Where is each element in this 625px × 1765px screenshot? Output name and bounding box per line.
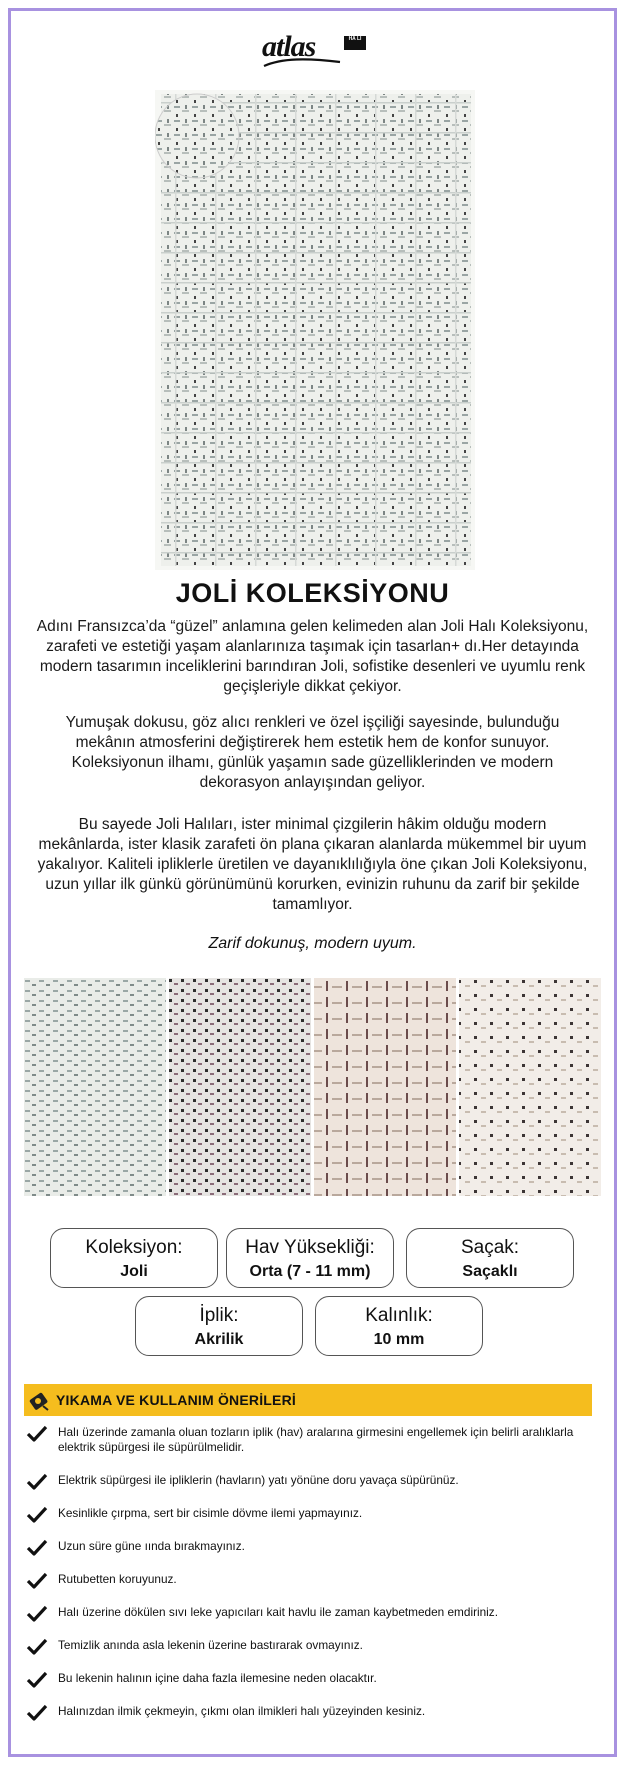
spec-pile-height-label: Hav Yüksekliği: bbox=[245, 1237, 375, 1258]
spec-fringe-value: Saçaklı bbox=[462, 1263, 518, 1280]
spec-pile-height-value: Orta (7 - 11 mm) bbox=[249, 1263, 371, 1280]
care-item bbox=[26, 1473, 596, 1491]
care-item-text: Bu lekenin halının içine daha fazla ilemesine neden olacaktır. bbox=[58, 1671, 377, 1685]
spec-collection-value: Joli bbox=[120, 1263, 148, 1280]
spec-fringe-label: Saçak: bbox=[460, 1237, 520, 1258]
spec-yarn-label: İplik: bbox=[199, 1305, 239, 1326]
spec-collection-label: Koleksiyon: bbox=[85, 1237, 183, 1258]
logo-wordmark: atlas bbox=[262, 30, 316, 63]
care-item-text: Halı üzerine dökülen sıvı leke yapıcıları kait havlu ile zaman kaybetmeden emdiriniz. bbox=[58, 1605, 498, 1619]
care-item-text: Rutubetten koruyunuz. bbox=[58, 1572, 177, 1586]
harmony-paragraph: Bu sayede Joli Halıları, ister minimal çizgilerin hâkim olduğu modern mekânlarda, ister klasik zarafeti ön plana çıkaran alanlarda mükemmel bir uyum yakalıyor. Kaliteli ipliklerle üretilen ve dayanıklılığıyla öne çıkan Joli Koleksiyonu, uzun yıllar ilk günkü görünümünü korurken, evinizin ruhunu da zarif bir şekilde tamamlıyor. bbox=[37, 816, 588, 913]
spec-yarn-value: Akrilik bbox=[194, 1331, 244, 1348]
collection-title: JOLİ KOLEKSİYONU bbox=[175, 578, 450, 608]
care-item-text: Temizlik anında asla lekenin üzerine bastırarak ovmayınız. bbox=[58, 1638, 363, 1652]
checkmark-icon bbox=[26, 1539, 48, 1557]
care-header bbox=[24, 1384, 592, 1416]
tagline: Zarif dokunuş, modern uyum. bbox=[208, 935, 417, 952]
spec-fringe bbox=[406, 1228, 574, 1288]
spec-pile-height bbox=[226, 1228, 394, 1288]
care-item-text: Halı üzerinde zamanla oluan tozların iplik (hav) aralarına girmesini engellemek için belirli aralıklarla elektrik süpürgesi ile süpürülmelidir. bbox=[58, 1425, 574, 1454]
checkmark-icon bbox=[26, 1572, 48, 1590]
checkmark-icon bbox=[26, 1473, 48, 1491]
care-item bbox=[26, 1605, 596, 1623]
checkmark-icon bbox=[26, 1704, 48, 1722]
care-item-text: Uzun süre güne ıında bırakmayınız. bbox=[58, 1539, 245, 1553]
spec-yarn bbox=[135, 1296, 303, 1356]
checkmark-icon bbox=[26, 1425, 48, 1443]
care-item bbox=[26, 1572, 596, 1590]
spec-thickness-label: Kalınlık: bbox=[365, 1305, 433, 1326]
care-item bbox=[26, 1506, 596, 1524]
care-item-text: Halınızdan ilmik çekmeyin, çıkmı olan ilmikleri halı yüzeyinden kesiniz. bbox=[58, 1704, 426, 1718]
spec-thickness-value: 10 mm bbox=[373, 1331, 425, 1348]
logo-badge: HA LI bbox=[344, 36, 366, 50]
checkmark-icon bbox=[26, 1638, 48, 1656]
care-item bbox=[26, 1638, 596, 1656]
care-heading: YIKAMA VE KULLANIM ÖNERİLERİ bbox=[56, 1392, 296, 1408]
spec-thickness bbox=[315, 1296, 483, 1356]
care-item bbox=[26, 1539, 596, 1557]
care-item-text: Elektrik süpürgesi ile ipliklerin (havların) yatı yönüne doru yavaça süpürünüz. bbox=[58, 1473, 459, 1487]
rug-hero-image bbox=[155, 90, 475, 570]
texture-paragraph: Yumuşak dokusu, göz alıcı renkleri ve özel işçiliği sayesinde, bulunduğu mekânın atmosferini değiştirerek hem estetik hem de konfor sunuyor. Koleksiyonun ilhamı, günlük yaşamın sade güzelliklerinden ve modern dekorasyon anlayışından geliyor. bbox=[65, 714, 560, 791]
checkmark-icon bbox=[26, 1671, 48, 1689]
care-item-text: Kesinlikle çırpma, sert bir cisimle dövme ilemi yapmayınız. bbox=[58, 1506, 363, 1520]
care-item bbox=[26, 1671, 596, 1689]
care-item bbox=[26, 1425, 596, 1455]
checkmark-icon bbox=[26, 1605, 48, 1623]
intro-paragraph: Adını Fransızca’da “güzel” anlamına gelen kelimeden alan Joli Halı Koleksiyonu, zarafeti ve estetiği yaşam alanlarınıza taşımak için tasarlan+ dı.Her detayında modern tasarımın inceliklerini barındıran Joli, sofistike desenleri ve uyumlu renk geçişleriyle dikkat çekiyor. bbox=[36, 618, 589, 695]
logo-swoosh-icon bbox=[262, 56, 342, 70]
spec-collection bbox=[50, 1228, 218, 1288]
wash-icon bbox=[28, 1389, 50, 1411]
checkmark-icon bbox=[26, 1506, 48, 1524]
care-item bbox=[26, 1704, 596, 1722]
rug-variants-image bbox=[24, 978, 601, 1196]
atlas-logo bbox=[262, 30, 372, 70]
